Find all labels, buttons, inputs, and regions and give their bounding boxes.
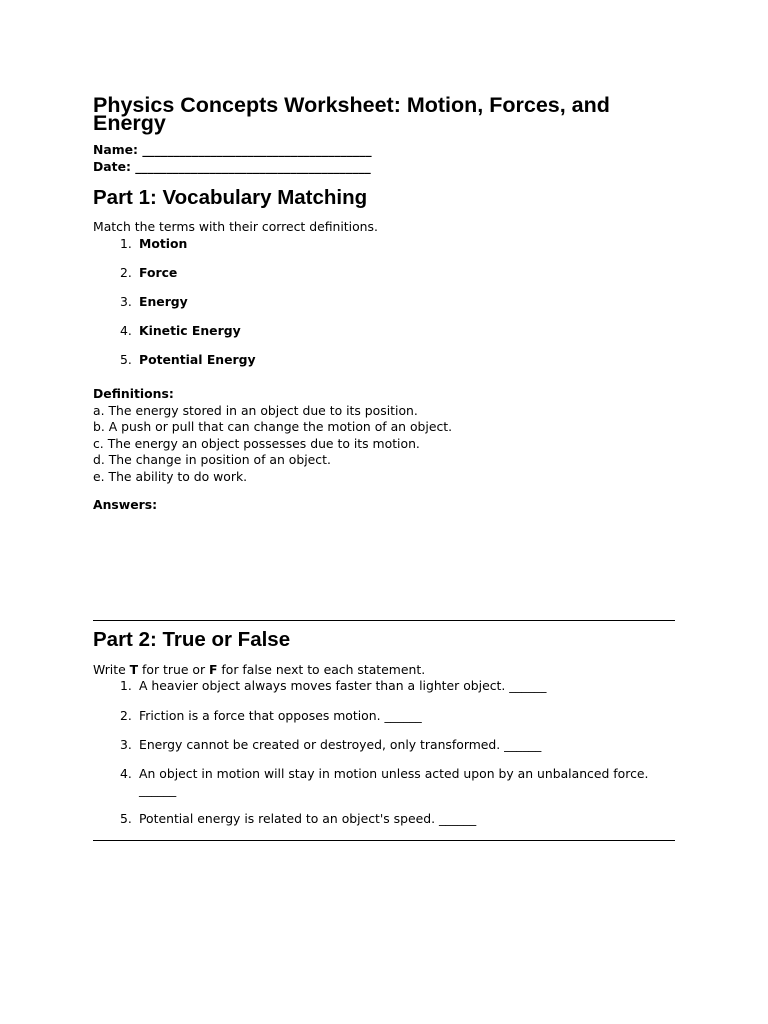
- definition-item: b. A push or pull that can change the motion of an object.: [93, 419, 453, 435]
- worksheet-title: Physics Concepts Worksheet: Motion, Forces, and Energy: [93, 93, 610, 135]
- list-number: 2.: [120, 707, 132, 723]
- list-number: 3.: [120, 736, 132, 752]
- list-item: [93, 678, 675, 695]
- list-number: 1.: [120, 678, 132, 694]
- list-item: [93, 323, 675, 352]
- list-item: [93, 236, 675, 265]
- statement-text: Potential energy is related to an object's speed. ______: [139, 811, 477, 827]
- true-false-list: [93, 678, 675, 827]
- answers-label: Answers:: [93, 497, 158, 513]
- instruction-text: for true or: [138, 661, 210, 677]
- part2-heading: Part 2: True or False: [93, 627, 291, 651]
- vocab-term: Kinetic Energy: [139, 323, 241, 339]
- statement-text: Friction is a force that opposes motion. ______: [139, 707, 422, 723]
- definitions-label: Definitions:: [93, 386, 174, 402]
- part1-instruction: Match the terms with their correct definitions.: [93, 219, 378, 234]
- date-line: Date: ______________________________________: [93, 158, 371, 174]
- name-line: Name: _____________________________________: [93, 142, 372, 157]
- list-number: 1.: [120, 235, 132, 251]
- list-item: [93, 766, 675, 799]
- list-item: [93, 265, 675, 294]
- part2-instruction: [93, 662, 675, 679]
- definition-item: d. The change in position of an object.: [93, 452, 331, 468]
- true-letter: T: [129, 661, 139, 677]
- false-letter: F: [209, 661, 218, 677]
- statement-text: Energy cannot be created or destroyed, only transformed. ______: [139, 736, 542, 752]
- vocab-term: Potential Energy: [139, 352, 256, 368]
- vocab-term: Energy: [139, 293, 188, 309]
- definition-item: a. The energy stored in an object due to its position.: [93, 402, 418, 418]
- part1-heading: Part 1: Vocabulary Matching: [93, 186, 368, 209]
- list-item: [93, 352, 675, 381]
- vocabulary-list: [93, 236, 675, 382]
- statement-text: A heavier object always moves faster than a lighter object. ______: [139, 678, 547, 694]
- definitions-block: [93, 386, 675, 485]
- statement-text: An object in motion will stay in motion unless acted upon by an unbalanced force. ______: [139, 765, 649, 798]
- vocab-term: Force: [139, 264, 178, 280]
- list-item: [93, 811, 675, 828]
- section-divider: [93, 620, 675, 621]
- list-item: [93, 708, 675, 725]
- section-divider: [93, 840, 675, 841]
- instruction-text: for false next to each statement.: [217, 661, 426, 677]
- list-item: [93, 294, 675, 323]
- student-info: [93, 142, 675, 175]
- instruction-text: Write: [93, 661, 130, 677]
- list-number: 5.: [120, 811, 132, 827]
- list-number: 5.: [120, 352, 132, 368]
- definition-item: e. The ability to do work.: [93, 468, 248, 484]
- definition-item: c. The energy an object possesses due to its motion.: [93, 435, 420, 451]
- list-number: 3.: [120, 293, 132, 309]
- list-number: 2.: [120, 264, 132, 280]
- list-number: 4.: [120, 323, 132, 339]
- vocab-term: Motion: [139, 235, 188, 251]
- list-item: [93, 737, 675, 754]
- list-number: 4.: [120, 765, 132, 781]
- worksheet-page: [93, 93, 675, 841]
